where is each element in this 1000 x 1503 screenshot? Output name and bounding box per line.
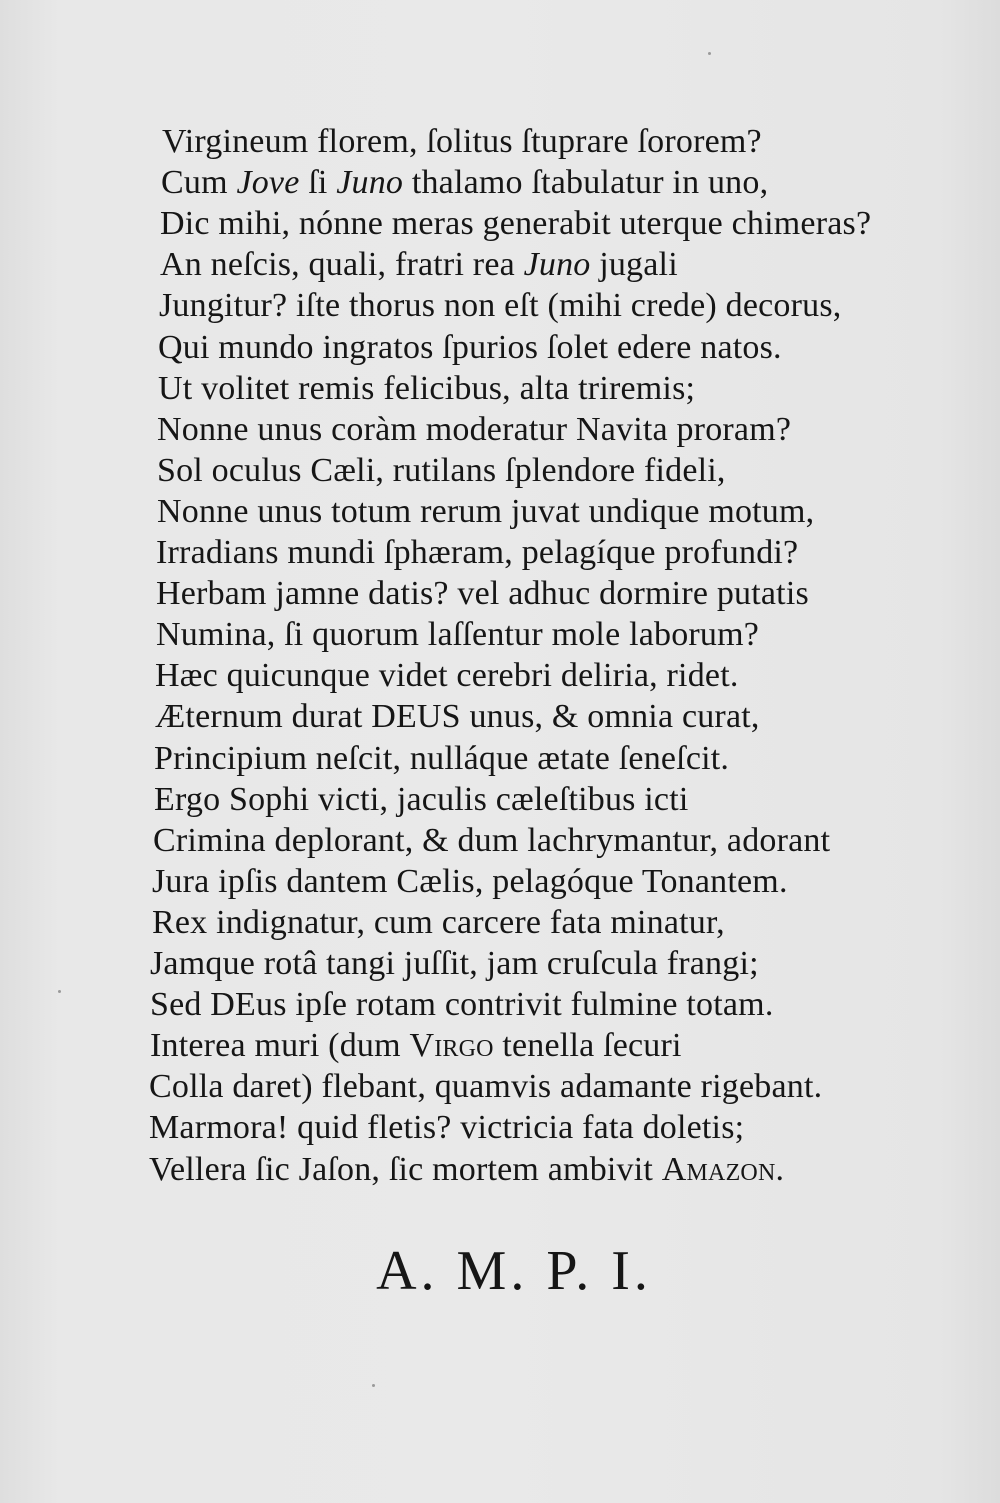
poem-line: Rex indignatur, cum carcere fata minatur, — [152, 904, 725, 941]
poem-line: Interea muri (dum Virgo tenella ſecuri — [150, 1027, 682, 1064]
poem-line: Hæc quicunque videt cerebri deliria, ridet. — [155, 657, 739, 694]
poem-line: Virgineum florem, ſolitus ſtuprare ſororem? — [162, 123, 762, 160]
poem-line: Colla daret) flebant, quamvis adamante rigebant. — [149, 1068, 823, 1105]
italic-name: Juno — [336, 164, 404, 201]
italic-name: Jove — [236, 164, 300, 201]
poem-line: Vellera ſic Jaſon, ſic mortem ambivit Amazon. — [149, 1151, 785, 1188]
poem-line: Crimina deplorant, & dum lachrymantur, adorant — [153, 822, 831, 859]
small-caps-name: Amazon — [661, 1151, 776, 1188]
poem-line: Qui mundo ingratos ſpurios ſolet edere natos. — [158, 329, 782, 366]
poem-line: Ut volitet remis felicibus, alta triremis; — [158, 370, 696, 407]
poem-line: Cum Jove ſi Juno thalamo ſtabulatur in uno, — [161, 164, 769, 201]
poem-line: Numina, ſi quorum laſſentur mole laborum? — [156, 616, 760, 653]
poem-line: An neſcis, quali, fratri rea Juno jugali — [160, 246, 678, 283]
poem-line: Marmora! quid fletis? victricia fata doletis; — [149, 1109, 745, 1146]
poem-line: Sol oculus Cæli, rutilans ſplendore fideli, — [157, 452, 726, 489]
page-speck — [708, 52, 711, 55]
italic-name: Juno — [523, 246, 591, 283]
poem-line: Sed DEus ipſe rotam contrivit fulmine totam. — [150, 986, 774, 1023]
poem-line: Irradians mundi ſphæram, pelagíque profundi? — [156, 534, 799, 571]
poem-line: Jamque rotâ tangi juſſit, jam cruſcula frangi; — [150, 945, 759, 982]
poem-line: Principium neſcit, nulláque ætate ſeneſcit. — [154, 740, 730, 777]
poem-line: Dic mihi, nónne meras generabit uterque chimeras? — [160, 205, 872, 242]
poem-line: Jungitur? iſte thorus non eſt (mihi crede) decorus, — [159, 287, 842, 324]
poem-line: Jura ipſis dantem Cælis, pelagóque Tonantem. — [152, 863, 788, 900]
poem-line: Herbam jamne datis? vel adhuc dormire putatis — [156, 575, 809, 612]
poem-line: Ergo Sophi victi, jaculis cæleſtibus icti — [154, 781, 689, 818]
signature-initials: A. M. P. I. — [376, 1240, 652, 1302]
small-caps-name: Virgo — [409, 1027, 494, 1064]
poem-line: Nonne unus totum rerum juvat undique motum, — [157, 493, 815, 530]
poem-line: Æternum durat DEUS unus, & omnia curat, — [155, 698, 760, 735]
page-speck — [372, 1384, 375, 1387]
poem-line: Nonne unus coràm moderatur Navita proram? — [157, 411, 792, 448]
page-speck — [58, 990, 61, 993]
